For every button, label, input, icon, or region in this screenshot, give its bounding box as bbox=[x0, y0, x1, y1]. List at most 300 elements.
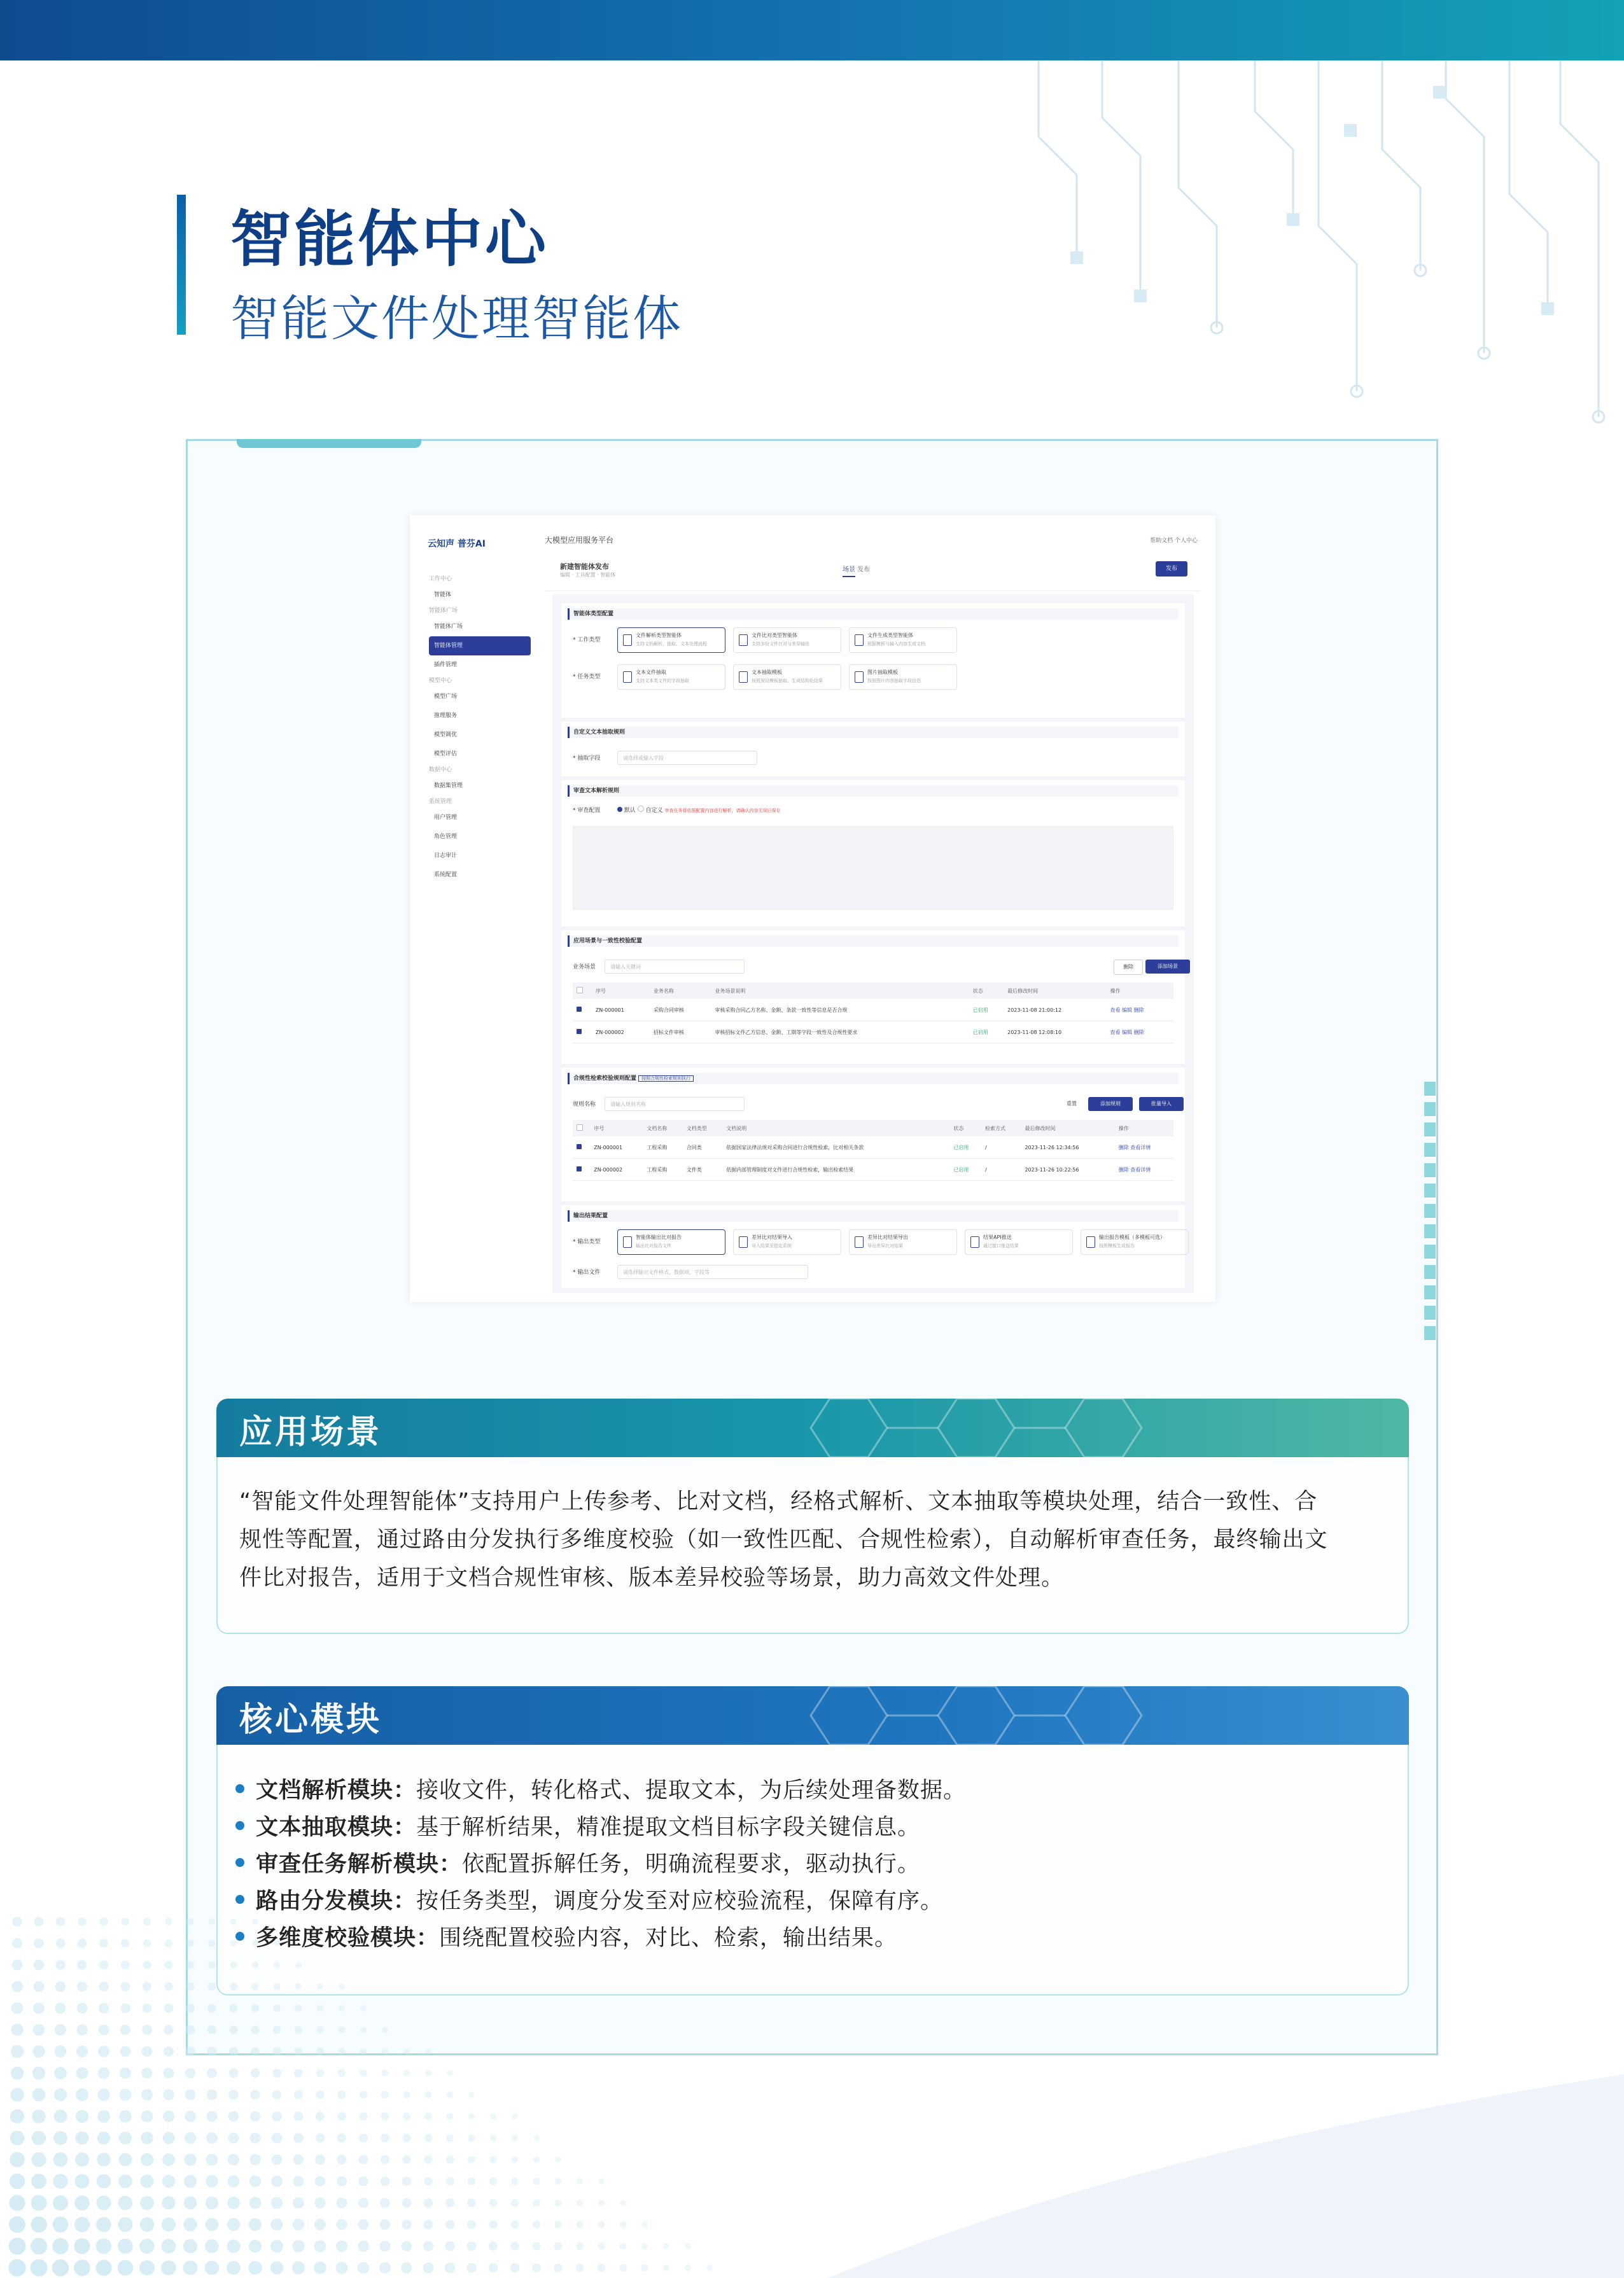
decor-dot bbox=[206, 2154, 218, 2166]
decor-dot bbox=[511, 2177, 518, 2184]
add-scene-button[interactable]: 添加场景 bbox=[1145, 960, 1190, 974]
decor-dot bbox=[119, 2132, 132, 2144]
decor-dot bbox=[445, 2220, 455, 2230]
decor-dot bbox=[121, 1939, 129, 1947]
decor-dot bbox=[533, 2221, 540, 2228]
decor-dot bbox=[164, 2046, 174, 2057]
tab-scene: 场景 bbox=[843, 566, 855, 577]
menu-section-label: 模型中心 bbox=[429, 678, 452, 684]
output-file-row bbox=[573, 1257, 1185, 1288]
decor-dot bbox=[425, 2048, 431, 2054]
document-icon bbox=[739, 671, 748, 683]
decor-dot bbox=[271, 2197, 283, 2209]
menu-item[interactable]: 智能体管理 bbox=[429, 636, 531, 655]
decor-dot bbox=[295, 2005, 302, 2012]
decor-dot bbox=[358, 2262, 369, 2274]
decor-dot bbox=[423, 2241, 433, 2251]
decor-dot bbox=[490, 2113, 496, 2120]
document-icon bbox=[1086, 1236, 1095, 1248]
decor-dot bbox=[360, 2091, 367, 2099]
decor-dot bbox=[512, 2135, 518, 2141]
table-row[interactable] bbox=[573, 1136, 1173, 1159]
decor-dot bbox=[75, 2153, 89, 2167]
review-config-row bbox=[573, 802, 1185, 821]
decor-dot bbox=[337, 2176, 347, 2186]
decor-dot bbox=[576, 2242, 584, 2250]
output-type-label: * 输出类型 bbox=[573, 1239, 601, 1245]
decor-dot bbox=[34, 1938, 44, 1948]
decor-dot bbox=[274, 1940, 279, 1946]
bullet-icon bbox=[235, 1858, 244, 1867]
menu-section-label: 工作中心 bbox=[429, 576, 452, 582]
decor-dot bbox=[186, 1961, 194, 1969]
list-item: 文档解析模块：接收文件，转化格式、提取文本，为后续处理备数据。 bbox=[235, 1772, 1381, 1809]
column-header: 操作 bbox=[1106, 982, 1173, 999]
decor-dot bbox=[162, 2218, 176, 2232]
decor-dot bbox=[229, 2047, 238, 2056]
type-card bbox=[561, 603, 1185, 718]
decor-dot bbox=[54, 2088, 67, 2101]
decor-dot bbox=[186, 2004, 195, 2013]
option-card[interactable]: 结果API推送 通过接口推送结果 bbox=[965, 1229, 1073, 1255]
row-checkbox[interactable] bbox=[577, 1144, 582, 1149]
decor-dot bbox=[511, 2221, 519, 2229]
column-header: 序号 bbox=[590, 1120, 643, 1136]
decor-dot bbox=[381, 2091, 389, 2099]
table-cell: ZN-000002 bbox=[592, 1021, 650, 1044]
circuit-decoration bbox=[988, 60, 1624, 442]
decor-dot bbox=[53, 2217, 69, 2233]
decor-dot bbox=[118, 2174, 132, 2188]
review-config-label: * 审查配置 bbox=[573, 807, 601, 814]
decor-dot bbox=[99, 1917, 108, 1925]
decor-dot bbox=[12, 1917, 22, 1926]
decor-dot bbox=[555, 2178, 561, 2184]
table-cell: 已启用 bbox=[949, 1136, 981, 1159]
decor-dot bbox=[10, 2088, 24, 2101]
hexagon-decoration bbox=[773, 1399, 1218, 1457]
table-cell[interactable]: 删除 查看详情 bbox=[1115, 1136, 1173, 1159]
decor-dot bbox=[33, 2024, 45, 2036]
table-cell: ZN-000001 bbox=[590, 1136, 643, 1159]
decor-dot bbox=[207, 2111, 218, 2122]
menu-item[interactable]: 用户管理 bbox=[434, 814, 458, 821]
decor-dot bbox=[510, 2242, 519, 2251]
decor-dot bbox=[467, 2198, 475, 2207]
output-file-select[interactable]: 请选择输出文件格式、数据项、字段等 bbox=[617, 1265, 808, 1279]
radio-default-icon[interactable] bbox=[617, 807, 622, 812]
bullet-icon bbox=[235, 1821, 244, 1830]
option-card[interactable]: 差异比对结果导出 导出差异比对结果 bbox=[849, 1229, 957, 1255]
menu-item[interactable]: 模型广场 bbox=[434, 694, 458, 700]
extract-field-select[interactable]: 请选择或输入字段 bbox=[617, 751, 757, 765]
decor-dot bbox=[97, 2153, 110, 2166]
column-header: 文档类型 bbox=[683, 1120, 722, 1136]
decor-dot bbox=[229, 2025, 237, 2034]
decor-dot bbox=[11, 2067, 24, 2080]
platform-title: 大模型应用服务平台 bbox=[545, 536, 614, 545]
decor-dot bbox=[185, 2090, 196, 2100]
option-card[interactable]: 输出报告模板（多模板可选） 按照模板生成报告 bbox=[1081, 1229, 1189, 1255]
decor-dot bbox=[77, 1960, 87, 1969]
option-card[interactable]: 文件生成类型智能体 根据模板与输入内容生成文档 bbox=[849, 627, 957, 653]
decor-dot bbox=[141, 2067, 152, 2078]
decor-dot bbox=[489, 2177, 497, 2185]
decor-dot bbox=[77, 2003, 88, 2014]
decor-dot bbox=[139, 2239, 154, 2253]
decor-dot bbox=[423, 2219, 433, 2229]
review-radio-group[interactable] bbox=[617, 806, 781, 814]
decor-dot bbox=[164, 2068, 174, 2079]
scenario-text bbox=[239, 1483, 1385, 1597]
decor-dot bbox=[293, 2133, 304, 2143]
table-row[interactable] bbox=[573, 999, 1173, 1021]
column-header: 检索方式 bbox=[981, 1120, 1021, 1136]
table-cell: 合同类 bbox=[683, 1136, 722, 1159]
publish-button[interactable]: 发布 bbox=[1156, 561, 1187, 576]
rule-filter-row bbox=[573, 1089, 1185, 1120]
option-card[interactable]: 智能体输出比对报告 输出比对报告文件 bbox=[617, 1229, 725, 1255]
decor-dot bbox=[425, 2070, 431, 2076]
scene-search-input[interactable]: 请输入关键词 bbox=[605, 960, 745, 974]
decor-dot bbox=[555, 2200, 562, 2207]
decor-dot bbox=[99, 1939, 108, 1948]
decor-dot bbox=[185, 2068, 195, 2078]
row-checkbox[interactable] bbox=[577, 1029, 582, 1034]
decor-dot bbox=[360, 2048, 367, 2055]
dot-pattern-decoration bbox=[0, 1909, 1624, 2278]
table-cell: / bbox=[981, 1159, 1021, 1181]
decor-dot bbox=[314, 2197, 325, 2208]
decor-dot bbox=[251, 2004, 259, 2012]
decor-dot bbox=[32, 2088, 46, 2102]
decor-dot bbox=[446, 2134, 454, 2142]
select-all-checkbox[interactable] bbox=[577, 1124, 583, 1131]
decor-dot bbox=[292, 2261, 305, 2274]
decor-dot bbox=[663, 2265, 669, 2271]
decor-dot bbox=[186, 1939, 194, 1947]
decor-dot bbox=[403, 2134, 411, 2142]
decor-dot bbox=[143, 1939, 151, 1948]
menu-item[interactable]: 模型评估 bbox=[434, 751, 458, 757]
option-card[interactable]: 图片抽取模板 按照图片内容抽取字段信息 bbox=[849, 664, 957, 690]
decor-dot bbox=[230, 1940, 237, 1946]
page-subtitle: 智能文件处理智能体 bbox=[230, 290, 683, 347]
decor-dot bbox=[252, 1962, 259, 1969]
decor-dot bbox=[577, 2200, 583, 2206]
decor-dot bbox=[184, 2153, 196, 2165]
decor-dot bbox=[382, 2027, 388, 2033]
decor-dot bbox=[184, 2175, 197, 2188]
table-row[interactable] bbox=[573, 1159, 1173, 1181]
decor-dot bbox=[163, 2089, 174, 2100]
reset-button[interactable]: 重置 bbox=[1059, 1097, 1084, 1111]
decor-dot bbox=[381, 2177, 390, 2186]
scene-table bbox=[573, 982, 1173, 1044]
decor-dot bbox=[272, 2111, 281, 2121]
decor-dot bbox=[164, 2025, 173, 2034]
decor-dot bbox=[641, 2221, 648, 2228]
decor-dot bbox=[250, 2090, 260, 2099]
select-all-checkbox[interactable] bbox=[577, 987, 583, 993]
decor-dot bbox=[97, 2088, 109, 2100]
decor-dot bbox=[270, 2240, 283, 2253]
menu-section-label: 数据中心 bbox=[429, 767, 452, 773]
extract-field-label: * 抽取字段 bbox=[573, 755, 601, 762]
decor-dot bbox=[446, 2156, 454, 2163]
decor-dot bbox=[227, 2197, 240, 2209]
decor-dot bbox=[403, 2091, 410, 2098]
decor-dot bbox=[184, 2197, 197, 2210]
decor-dot bbox=[141, 2153, 153, 2166]
decor-dot bbox=[11, 2002, 23, 2014]
decor-dot bbox=[554, 2242, 563, 2251]
decor-dot bbox=[402, 2198, 412, 2208]
menu-item[interactable]: 插件管理 bbox=[434, 662, 458, 668]
decor-dot bbox=[577, 2178, 583, 2184]
decor-dot bbox=[207, 2025, 216, 2034]
option-card[interactable]: 文本抽取模板 按照预设模板抽取、生成结构化结果 bbox=[733, 664, 841, 690]
decor-dot bbox=[120, 2046, 131, 2057]
decor-dot bbox=[121, 1960, 130, 1969]
decor-dot bbox=[706, 2265, 712, 2270]
decor-dot bbox=[162, 2239, 176, 2254]
rule-table bbox=[573, 1120, 1173, 1181]
menu-item[interactable]: 模型调优 bbox=[434, 732, 458, 738]
table-row[interactable] bbox=[573, 1021, 1173, 1044]
decor-dot bbox=[32, 2109, 46, 2123]
menu-item[interactable]: 系统配置 bbox=[434, 872, 458, 878]
decor-dot bbox=[337, 2155, 346, 2164]
decor-dot bbox=[118, 2217, 132, 2232]
decor-dot bbox=[576, 2221, 583, 2228]
decor-dot bbox=[533, 2178, 540, 2185]
scene-filter-row bbox=[573, 952, 1185, 982]
decor-dot bbox=[142, 2025, 152, 2035]
decor-dot bbox=[314, 2219, 326, 2230]
decor-dot bbox=[33, 2002, 45, 2014]
decor-dot bbox=[555, 2156, 561, 2163]
decor-dot bbox=[120, 2025, 130, 2035]
decor-dot bbox=[205, 2261, 219, 2275]
decor-dot bbox=[10, 2131, 25, 2146]
decor-dot bbox=[53, 2174, 67, 2188]
decor-dot bbox=[121, 1982, 130, 1992]
decor-dot bbox=[206, 2132, 218, 2144]
decor-dot bbox=[316, 2090, 325, 2099]
decor-dot bbox=[295, 2048, 303, 2056]
decor-dot bbox=[55, 1960, 66, 1970]
decor-dot bbox=[141, 2175, 154, 2188]
table-cell: / bbox=[981, 1136, 1021, 1159]
app-menu bbox=[429, 573, 531, 884]
decor-dot bbox=[447, 2070, 452, 2076]
decor-dot bbox=[424, 2113, 431, 2120]
table-cell: 已启用 bbox=[949, 1159, 981, 1181]
row-checkbox[interactable] bbox=[577, 1166, 582, 1171]
decor-dot bbox=[337, 2198, 347, 2209]
option-card[interactable]: 文件解析类型智能体 支持文档解析、抽取、文本处理流程 bbox=[617, 627, 725, 653]
decor-dot bbox=[337, 2134, 346, 2142]
menu-item[interactable]: 数据集管理 bbox=[434, 783, 463, 789]
decor-dot bbox=[532, 2242, 540, 2250]
decor-dot bbox=[56, 1917, 65, 1926]
scenario-title: 应用场景 bbox=[239, 1413, 382, 1451]
decor-dot bbox=[358, 2176, 368, 2186]
side-ticks-decoration bbox=[1424, 1082, 1443, 1355]
table-cell: 依据国家法律法规对采购合同进行合规性检索，比对相关条款 bbox=[722, 1136, 949, 1159]
decor-dot bbox=[54, 2110, 67, 2123]
decor-dot bbox=[227, 2218, 240, 2231]
decor-dot bbox=[489, 2199, 498, 2207]
decor-dot bbox=[336, 2262, 348, 2274]
decor-dot bbox=[97, 2132, 111, 2145]
list-item: 路由分发模块：按任务类型，调度分发至对应校验流程，保障有序。 bbox=[235, 1883, 1381, 1920]
table-cell: 工程采购 bbox=[643, 1136, 682, 1159]
decor-dot bbox=[53, 2195, 68, 2211]
decor-dot bbox=[78, 1917, 87, 1926]
decor-dot bbox=[533, 2199, 540, 2207]
decor-dot bbox=[685, 2243, 690, 2249]
menu-item[interactable]: 角色管理 bbox=[434, 834, 458, 840]
decor-dot bbox=[10, 2109, 24, 2123]
decor-dot bbox=[161, 2260, 176, 2275]
decor-dot bbox=[249, 2176, 261, 2187]
column-header: 序号 bbox=[592, 982, 650, 999]
top-right-links[interactable]: 帮助文档 个人中心 bbox=[1150, 538, 1198, 544]
column-header: 状态 bbox=[969, 982, 1004, 999]
decor-dot bbox=[360, 2027, 367, 2033]
decor-dot bbox=[228, 2176, 240, 2188]
decor-dot bbox=[317, 1983, 323, 1990]
output-card bbox=[561, 1205, 1185, 1288]
decor-dot bbox=[163, 2132, 175, 2144]
option-card[interactable]: 文件比对类型智能体 支持多份文件比对与差异输出 bbox=[733, 627, 841, 653]
decor-dot bbox=[272, 2090, 282, 2100]
table-cell: 审核采购合同乙方名称、金额、条款一致性等信息是否合规 bbox=[711, 999, 969, 1021]
decor-dot bbox=[447, 2092, 453, 2098]
decor-dot bbox=[53, 2153, 68, 2167]
table-cell[interactable]: 查看 编辑 删除 bbox=[1106, 1021, 1173, 1044]
decor-dot bbox=[380, 2241, 391, 2252]
decor-dot bbox=[272, 2047, 281, 2055]
section-header: 合规性检索校验规则配置 按照合规性检索规则执行 bbox=[568, 1073, 1179, 1084]
decor-dot bbox=[382, 2048, 388, 2055]
menu-item[interactable]: 推理服务 bbox=[434, 713, 458, 719]
decor-dot bbox=[209, 1940, 216, 1947]
decor-dot bbox=[34, 1917, 44, 1927]
decor-dot bbox=[9, 2216, 25, 2233]
option-card[interactable]: 文本文件抽取 支持文本类文件的字段抽取 bbox=[617, 664, 725, 690]
table-cell: 2023-11-08 12:08:10 bbox=[1004, 1021, 1106, 1044]
decor-dot bbox=[228, 2154, 239, 2165]
decor-dot bbox=[97, 2174, 111, 2188]
decor-dot bbox=[489, 2263, 498, 2273]
delete-button[interactable]: 删除 bbox=[1114, 960, 1143, 975]
decor-dot bbox=[489, 2156, 496, 2163]
menu-item[interactable]: 智能体 bbox=[434, 592, 452, 598]
menu-item[interactable]: 智能体广场 bbox=[434, 624, 463, 630]
decor-dot bbox=[76, 2110, 88, 2123]
decor-dot bbox=[360, 2005, 366, 2011]
table-cell: 2023-11-26 12:34:56 bbox=[1021, 1136, 1114, 1159]
decor-dot bbox=[99, 1960, 109, 1970]
decor-dot bbox=[228, 2090, 239, 2100]
output-type-row bbox=[573, 1227, 1185, 1257]
table-cell[interactable]: 删除 查看详情 bbox=[1115, 1159, 1173, 1181]
decor-dot bbox=[403, 2070, 410, 2076]
decor-dot bbox=[208, 1983, 216, 1991]
decor-dot bbox=[249, 2240, 262, 2253]
decor-dot bbox=[620, 2221, 626, 2228]
table-cell: 已启用 bbox=[969, 1021, 1004, 1044]
decor-dot bbox=[339, 2027, 346, 2034]
decor-dot bbox=[95, 2260, 111, 2275]
frame-tab bbox=[237, 439, 421, 448]
title-accent-bar bbox=[177, 195, 186, 335]
add-rule-button[interactable]: 添加规则 bbox=[1088, 1097, 1133, 1111]
decor-dot bbox=[445, 2198, 454, 2207]
list-item: 多维度校验模块：围绕配置校验内容，对比、检索，输出结果。 bbox=[235, 1920, 1381, 1957]
table-cell: 审核招标文件乙方信息、金额、工期等字段一致性及合规性要求 bbox=[711, 1021, 969, 1044]
column-header: 最后修改时间 bbox=[1021, 1120, 1114, 1136]
decor-dot bbox=[227, 2261, 241, 2275]
decor-dot bbox=[339, 1983, 344, 1989]
decor-dot bbox=[206, 2175, 218, 2187]
column-header: 业务场景说明 bbox=[711, 982, 969, 999]
row-checkbox[interactable] bbox=[577, 1007, 582, 1012]
decor-dot bbox=[97, 2196, 111, 2211]
decor-dot bbox=[99, 1981, 108, 1991]
table-cell: 已启用 bbox=[969, 999, 1004, 1021]
decor-dot bbox=[359, 2155, 368, 2165]
table-cell: 依据内部管理制度对文件进行合规性检索，输出检索结果 bbox=[722, 1159, 949, 1181]
decor-dot bbox=[162, 2175, 175, 2188]
decor-dot bbox=[295, 1983, 302, 1990]
decor-dot bbox=[53, 2131, 67, 2145]
radio-custom-icon[interactable] bbox=[638, 806, 644, 812]
review-textarea[interactable] bbox=[573, 826, 1173, 910]
app-tabs[interactable] bbox=[843, 564, 870, 573]
decor-dot bbox=[162, 2153, 175, 2166]
decor-dot bbox=[208, 1961, 216, 1969]
decor-dot bbox=[183, 2218, 197, 2231]
decor-dot bbox=[99, 2025, 109, 2036]
document-icon bbox=[623, 1236, 632, 1248]
decor-dot bbox=[468, 2092, 475, 2098]
option-card[interactable]: 差异比对结果导入 导入结果至指定系统 bbox=[733, 1229, 841, 1255]
decor-dot bbox=[252, 1940, 258, 1946]
modules-header bbox=[216, 1686, 1409, 1745]
decor-dot bbox=[120, 2067, 131, 2079]
decor-dot bbox=[75, 2131, 88, 2144]
decor-dot bbox=[229, 2069, 239, 2078]
decor-dot bbox=[74, 2239, 90, 2254]
decor-dot bbox=[251, 2047, 260, 2056]
decor-dot bbox=[141, 2089, 153, 2100]
table-cell[interactable]: 查看 编辑 删除 bbox=[1106, 999, 1173, 1021]
scenario-header bbox=[216, 1399, 1409, 1457]
table-cell: 采购合同审核 bbox=[650, 999, 711, 1021]
menu-item[interactable]: 日志审计 bbox=[434, 853, 458, 859]
decor-dot bbox=[251, 2026, 260, 2034]
decor-dot bbox=[8, 2259, 25, 2276]
document-icon bbox=[855, 634, 864, 646]
decor-dot bbox=[31, 2174, 46, 2189]
import-button[interactable]: 批量导入 bbox=[1139, 1097, 1184, 1111]
rule-search-input[interactable]: 请输入规则名称 bbox=[605, 1097, 745, 1111]
scene-filter-label: 业务场景 bbox=[573, 964, 596, 970]
